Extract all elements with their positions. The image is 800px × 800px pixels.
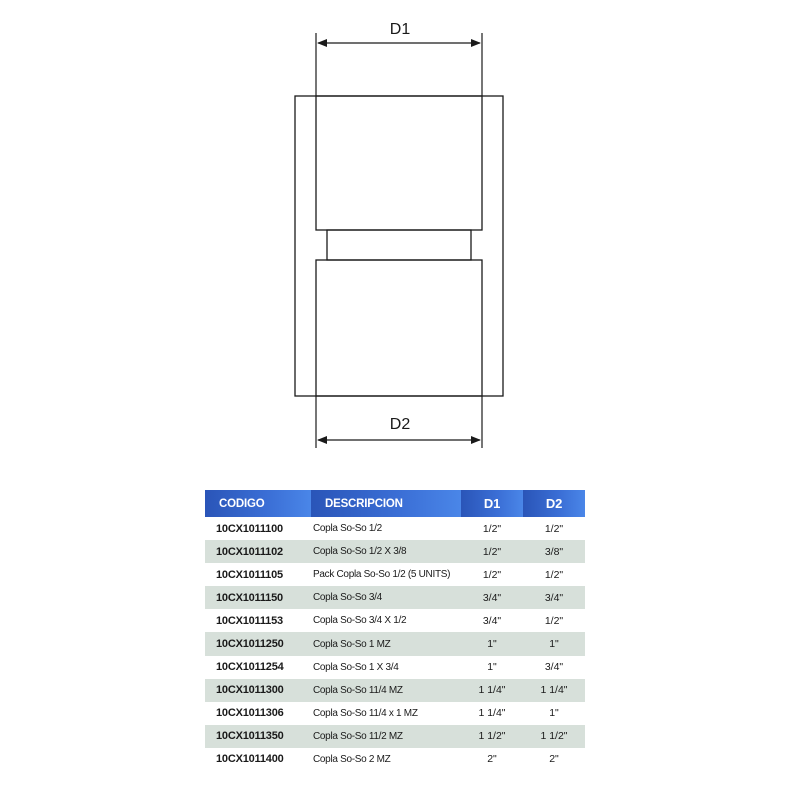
cell-descripcion: Copla So-So 11/2 MZ — [311, 725, 461, 748]
table-row — [205, 540, 585, 563]
cell-descripcion: Copla So-So 1 X 3/4 — [311, 656, 461, 679]
specification-table — [205, 490, 585, 771]
header-d2: D2 — [523, 490, 585, 517]
cell-descripcion: Copla So-So 1 MZ — [311, 632, 461, 655]
table-row — [205, 632, 585, 655]
cell-descripcion: Copla So-So 3/4 X 1/2 — [311, 609, 461, 632]
cell-d1: 3/4" — [461, 586, 523, 609]
cell-codigo: 10CX1011105 — [205, 563, 311, 586]
cell-codigo: 10CX1011400 — [205, 748, 311, 771]
cell-codigo: 10CX1011100 — [205, 517, 311, 540]
table-row — [205, 609, 585, 632]
cell-codigo: 10CX1011306 — [205, 702, 311, 725]
table-header-row — [205, 490, 585, 517]
cell-d1: 1 1/4" — [461, 679, 523, 702]
d2-label: D2 — [389, 416, 411, 433]
header-d1: D1 — [461, 490, 523, 517]
cell-codigo: 10CX1011350 — [205, 725, 311, 748]
cell-d1: 3/4" — [461, 609, 523, 632]
cell-codigo: 10CX1011153 — [205, 609, 311, 632]
d1-dimension — [316, 21, 482, 96]
cell-codigo: 10CX1011300 — [205, 679, 311, 702]
cell-d2: 3/4" — [523, 656, 585, 679]
cell-d2: 1 1/2" — [523, 725, 585, 748]
cell-d2: 2" — [523, 748, 585, 771]
table-row — [205, 586, 585, 609]
outer-wall — [295, 96, 503, 396]
cell-codigo: 10CX1011102 — [205, 540, 311, 563]
cell-descripcion: Pack Copla So-So 1/2 (5 UNITS) — [311, 563, 461, 586]
cell-d2: 1" — [523, 702, 585, 725]
cell-d2: 1/2" — [523, 517, 585, 540]
cell-descripcion: Copla So-So 2 MZ — [311, 748, 461, 771]
cell-descripcion: Copla So-So 1/2 X 3/8 — [311, 540, 461, 563]
cell-descripcion: Copla So-So 11/4 MZ — [311, 679, 461, 702]
cell-descripcion: Copla So-So 1/2 — [311, 517, 461, 540]
cell-codigo: 10CX1011254 — [205, 656, 311, 679]
lower-socket — [316, 260, 482, 396]
cell-d1: 2" — [461, 748, 523, 771]
cell-descripcion: Copla So-So 11/4 x 1 MZ — [311, 702, 461, 725]
header-codigo: CODIGO — [205, 490, 311, 517]
cell-d1: 1 1/4" — [461, 702, 523, 725]
table-row — [205, 725, 585, 748]
cell-d1: 1/2" — [461, 517, 523, 540]
cell-d1: 1" — [461, 656, 523, 679]
table-row — [205, 656, 585, 679]
cell-d2: 3/4" — [523, 586, 585, 609]
table-row — [205, 702, 585, 725]
cell-d1: 1" — [461, 632, 523, 655]
cell-d2: 1/2" — [523, 609, 585, 632]
table-row — [205, 517, 585, 540]
cell-d2: 1/2" — [523, 563, 585, 586]
cell-codigo: 10CX1011250 — [205, 632, 311, 655]
cell-d1: 1/2" — [461, 540, 523, 563]
header-descripcion: DESCRIPCION — [311, 490, 461, 517]
cell-d1: 1/2" — [461, 563, 523, 586]
cell-d2: 1" — [523, 632, 585, 655]
d2-dimension — [316, 396, 482, 448]
table-row — [205, 563, 585, 586]
upper-socket — [316, 96, 482, 230]
cell-d2: 1 1/4" — [523, 679, 585, 702]
d1-label: D1 — [389, 21, 411, 38]
cell-codigo: 10CX1011150 — [205, 586, 311, 609]
cell-d2: 3/8" — [523, 540, 585, 563]
cell-d1: 1 1/2" — [461, 725, 523, 748]
coupling-body — [295, 96, 503, 396]
center-stop — [327, 230, 471, 260]
table-row — [205, 679, 585, 702]
cell-descripcion: Copla So-So 3/4 — [311, 586, 461, 609]
table-row — [205, 748, 585, 771]
